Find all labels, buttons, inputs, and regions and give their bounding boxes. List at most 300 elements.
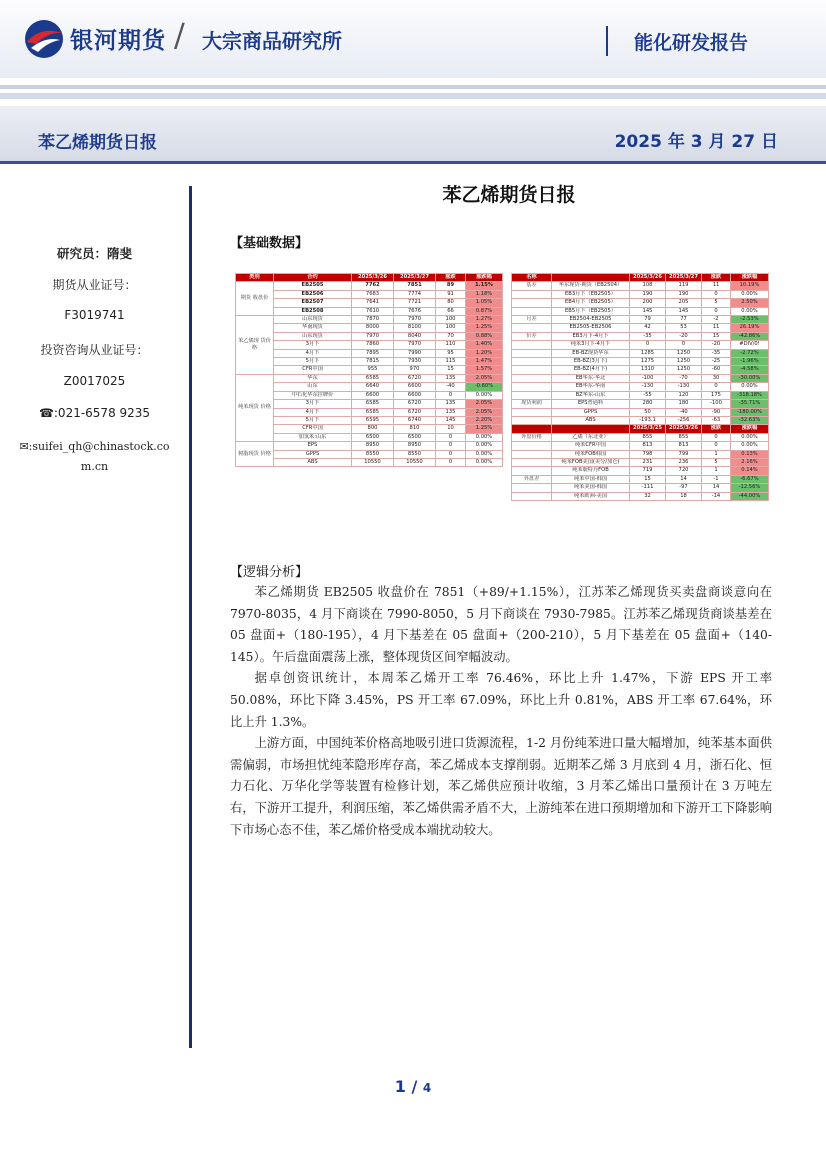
table-cell: 7860 <box>352 341 394 349</box>
table-cell: 8040 <box>394 332 436 340</box>
table-cell <box>512 416 552 424</box>
table-cell: 0.00% <box>466 450 503 458</box>
table-row <box>236 341 503 349</box>
table-cell <box>512 484 552 492</box>
table-cell: 苯乙烯现 货价格 <box>236 316 274 375</box>
table-cell: 100 <box>436 324 466 332</box>
table-cell: 1.57% <box>466 366 503 374</box>
table-cell: 6500 <box>394 433 436 441</box>
page-current: 1 <box>394 1077 406 1096</box>
analysis-text <box>230 582 772 841</box>
email-line-2[interactable]: m.cn <box>80 460 109 473</box>
table-row <box>512 383 769 391</box>
table-cell: -2.72% <box>731 349 769 357</box>
table-row <box>512 324 769 332</box>
page-number <box>0 1077 826 1096</box>
table-cell: -70 <box>666 374 702 382</box>
table-cell <box>512 307 552 315</box>
table-cell: EB华东-华南 <box>552 383 630 391</box>
table-cell: 190 <box>666 290 702 298</box>
table-cell: 外盘差 <box>512 475 552 483</box>
table-cell: 79 <box>630 316 666 324</box>
table-cell: -1 <box>702 475 731 483</box>
table-cell: -100 <box>702 400 731 408</box>
table-cell: 6500 <box>352 433 394 441</box>
table-cell: 7930 <box>394 358 436 366</box>
table-cell: 190 <box>630 290 666 298</box>
table-row <box>236 425 503 433</box>
table-cell: 2.05% <box>466 374 503 382</box>
header-divider: / <box>174 16 185 54</box>
consult-number: Z0017025 <box>63 374 126 388</box>
table-row <box>512 442 769 450</box>
table-cell: 6585 <box>352 374 394 382</box>
analysis-paragraph-1: 苯乙烯期货 EB2505 收盘价在 7851（+89/+1.15%），江苏苯乙烯现货买卖盘商谈意向在 7970-8035，4 月下商谈在 7990-8050，5 月下商谈在 7930-7985。江苏苯乙烯现货商谈基差在 05 盘面+（180-195），4 月下基差在 05 盘面+（200-210），5 月下基差在 05 盘面+（140-145）。午后盘面震荡上涨，整体现货区间窄幅波动。 <box>230 585 772 664</box>
table-row <box>512 467 769 475</box>
table-cell: 14 <box>666 475 702 483</box>
table-cell: 970 <box>394 366 436 374</box>
table-row <box>512 349 769 357</box>
table-cell: #DIV/0! <box>731 341 769 349</box>
table-cell: 7610 <box>352 307 394 315</box>
table-cell: 2025/3/25 <box>630 425 666 433</box>
table-cell: 价差 <box>512 332 552 340</box>
table-cell: 0 <box>702 442 731 450</box>
main-title: 苯乙烯期货日报 <box>442 184 576 206</box>
table-cell: -180.00% <box>731 408 769 416</box>
table-cell: 涨跌幅 <box>466 274 503 282</box>
table-cell: -12.56% <box>731 484 769 492</box>
table-cell: 15 <box>702 332 731 340</box>
table-cell <box>512 349 552 357</box>
table-cell: -256 <box>666 416 702 424</box>
table-cell: EB-BZ现货华东 <box>552 349 630 357</box>
table-cell: 11 <box>702 324 731 332</box>
table-cell: EB3月下（EB2505） <box>552 290 630 298</box>
table-cell: 7762 <box>352 282 394 290</box>
table-cell: 6720 <box>394 400 436 408</box>
table-cell: -111 <box>630 484 666 492</box>
table-cell: 7676 <box>394 307 436 315</box>
table-cell <box>552 274 630 282</box>
header-accent-bar <box>606 26 608 56</box>
table-cell: 10.19% <box>731 282 769 290</box>
table-row <box>236 391 503 399</box>
table-cell: 7815 <box>352 358 394 366</box>
table-cell: 110 <box>436 341 466 349</box>
table-row <box>236 450 503 458</box>
table-cell: 798 <box>630 450 666 458</box>
table-cell: 加氢苯:山东 <box>274 433 352 441</box>
basic-data-table-right <box>511 273 769 501</box>
brand-name: 银河期货 <box>70 28 166 54</box>
table-cell <box>552 425 630 433</box>
table-cell: -20 <box>702 341 731 349</box>
table-cell: 5月下 <box>274 416 352 424</box>
table-cell: 135 <box>436 374 466 382</box>
table-cell: 205 <box>666 299 702 307</box>
table-cell: -14 <box>702 492 731 500</box>
table-cell: 6585 <box>352 408 394 416</box>
table-cell: EB2508 <box>274 307 352 315</box>
table-cell: GPPS <box>552 408 630 416</box>
table-cell: -42.86% <box>731 332 769 340</box>
table-cell: 8550 <box>394 450 436 458</box>
table-cell: 外盘价格 <box>512 433 552 441</box>
table-cell: 955 <box>352 366 394 374</box>
table-cell: EB华东-华北 <box>552 374 630 382</box>
table-cell <box>512 366 552 374</box>
table-cell: -130 <box>666 383 702 391</box>
table-cell: 华南现货 <box>274 324 352 332</box>
table-cell: 813 <box>666 442 702 450</box>
table-cell <box>512 358 552 366</box>
table-cell: GPPS <box>274 450 352 458</box>
table-cell: 0 <box>436 450 466 458</box>
table-cell <box>512 341 552 349</box>
table-cell <box>512 290 552 298</box>
table-cell: 119 <box>666 282 702 290</box>
table-cell: 813 <box>630 442 666 450</box>
table-cell: 涨跌 <box>702 425 731 433</box>
table-cell: 7970 <box>394 341 436 349</box>
table-cell <box>512 299 552 307</box>
table-cell <box>512 408 552 416</box>
table-cell: 涨跌幅 <box>731 425 769 433</box>
table-cell: -0.60% <box>466 383 503 391</box>
table-row <box>512 400 769 408</box>
table-cell: EB2504-EB2505 <box>552 316 630 324</box>
table-cell: 0.00% <box>466 433 503 441</box>
table-cell <box>512 425 552 433</box>
table-cell: 0.13% <box>731 450 769 458</box>
table-row <box>512 475 769 483</box>
table-cell: 800 <box>352 425 394 433</box>
table-row <box>512 290 769 298</box>
table-cell: 树脂现货 价格 <box>236 442 274 467</box>
table-cell: -40 <box>666 408 702 416</box>
page-separator: / <box>405 1077 423 1096</box>
table-cell: 6740 <box>394 416 436 424</box>
table-cell: 0 <box>702 383 731 391</box>
table-cell: -60 <box>702 366 731 374</box>
table-cell: 53 <box>666 324 702 332</box>
table-cell: 42 <box>630 324 666 332</box>
table-cell: 2.05% <box>466 408 503 416</box>
table-row <box>236 290 503 298</box>
table-row <box>512 307 769 315</box>
analysis-paragraph-2: 据卓创资讯统计，本周苯乙烯开工率 76.46%，环比上升 1.47%，下游 EPS 开工率 50.08%，环比下降 3.45%，PS 开工率 67.09%，环比上升 0.81%，ABS 开工率 67.64%，环比上升 1.3%。 <box>230 671 772 729</box>
table-cell: -40 <box>436 383 466 391</box>
table-cell: 华东 <box>274 374 352 382</box>
table-cell: 5月下 <box>274 358 352 366</box>
table-cell: 7774 <box>394 290 436 298</box>
table-row <box>236 442 503 450</box>
report-type: 能化研发报告 <box>634 32 749 54</box>
table-cell: 50 <box>630 408 666 416</box>
table-cell: 名称 <box>512 274 552 282</box>
table-row <box>512 484 769 492</box>
table-cell: 108 <box>630 282 666 290</box>
table-cell: -100 <box>630 374 666 382</box>
table-cell: 0.00% <box>466 391 503 399</box>
galaxy-logo-icon <box>22 18 66 60</box>
table-cell: 1.20% <box>466 349 503 357</box>
table-cell: CFR中国 <box>274 425 352 433</box>
table-cell: 799 <box>666 450 702 458</box>
table-cell: 现货利润 <box>512 400 552 408</box>
table-cell: 6640 <box>352 383 394 391</box>
table-cell: 0.88% <box>466 332 503 340</box>
table-cell: 91 <box>436 290 466 298</box>
license-number: F3019741 <box>64 308 125 322</box>
section-basic-data: 【基础数据】 <box>230 236 309 251</box>
table-cell: 135 <box>436 400 466 408</box>
table-row <box>236 433 503 441</box>
table-cell <box>512 458 552 466</box>
table-cell: EPS <box>274 442 352 450</box>
table-row <box>512 332 769 340</box>
table-cell: 纯苯CFR中国 <box>552 442 630 450</box>
table-row <box>236 366 503 374</box>
table-row <box>512 299 769 307</box>
table-cell: 0.00% <box>731 442 769 450</box>
table-row <box>236 458 503 466</box>
table-row <box>236 416 503 424</box>
table-cell: ABS <box>552 416 630 424</box>
table-cell: BZ华东-山东 <box>552 391 630 399</box>
table-cell: 类别 <box>236 274 274 282</box>
table-cell: -4.58% <box>731 366 769 374</box>
table-cell: 0.00% <box>731 307 769 315</box>
table-row <box>512 391 769 399</box>
table-cell <box>512 374 552 382</box>
table-cell: 1.15% <box>466 282 503 290</box>
table-cell: 0.00% <box>466 442 503 450</box>
table-cell: EB3月下-4月下 <box>552 332 630 340</box>
table-row <box>512 316 769 324</box>
table-cell: 1250 <box>666 366 702 374</box>
table-cell: -97 <box>666 484 702 492</box>
table-cell: 6595 <box>352 416 394 424</box>
table-cell: 1.05% <box>466 299 503 307</box>
table-cell: 175 <box>702 391 731 399</box>
table-cell: 231 <box>630 458 666 466</box>
table-cell: 8950 <box>394 442 436 450</box>
table-cell: 280 <box>630 400 666 408</box>
table-cell: 236 <box>666 458 702 466</box>
table-cell: 3月下 <box>274 400 352 408</box>
phone: ☎:021-6578 9235 <box>38 406 151 420</box>
table-row <box>236 400 503 408</box>
table-row <box>512 358 769 366</box>
table-cell: -55 <box>630 391 666 399</box>
table-cell: -25 <box>702 358 731 366</box>
table-cell: 180 <box>666 400 702 408</box>
table-cell <box>512 492 552 500</box>
table-cell: -20 <box>666 332 702 340</box>
table-cell: EB2505 <box>274 282 352 290</box>
table-cell: 0.14% <box>731 467 769 475</box>
table-cell: 10550 <box>394 458 436 466</box>
table-cell: 1.25% <box>466 324 503 332</box>
table-row <box>236 316 503 324</box>
table-cell: 145 <box>630 307 666 315</box>
table-row <box>512 433 769 441</box>
page-header <box>0 0 826 78</box>
table-cell: 66 <box>436 307 466 315</box>
table-cell: 2.50% <box>731 299 769 307</box>
table-cell: 26.19% <box>731 324 769 332</box>
consult-label: 投资咨询从业证号： <box>40 343 149 357</box>
table-cell: -63 <box>702 416 731 424</box>
table-cell: 5 <box>702 458 731 466</box>
table-cell: 期货 收盘价 <box>236 282 274 316</box>
table-row <box>512 341 769 349</box>
table-cell: EPS普通料 <box>552 400 630 408</box>
table-cell: 720 <box>666 467 702 475</box>
table-cell: 纯苯中国-韩国 <box>552 475 630 483</box>
table-cell: 15 <box>436 366 466 374</box>
table-cell: 7721 <box>394 299 436 307</box>
table-cell: 2.16% <box>731 458 769 466</box>
table-cell: ABS <box>274 458 352 466</box>
table-cell: 纯苯FOB美国(美分/加仑) <box>552 458 630 466</box>
table-cell: 7970 <box>352 332 394 340</box>
table-row <box>512 282 769 290</box>
table-cell: 0 <box>436 442 466 450</box>
researcher-name: 研究员：隋斐 <box>56 246 132 261</box>
table-cell: 14 <box>702 484 731 492</box>
table-row <box>512 416 769 424</box>
table-cell: 0.00% <box>466 458 503 466</box>
table-cell: -2 <box>702 316 731 324</box>
table-cell: 1310 <box>630 366 666 374</box>
table-header-row <box>512 425 769 433</box>
table-cell: 719 <box>630 467 666 475</box>
table-cell <box>512 442 552 450</box>
table-cell: 810 <box>394 425 436 433</box>
table-cell: EB-BZ(4月下) <box>552 366 630 374</box>
sidebar-divider <box>189 186 192 1048</box>
table-cell: EB2505-EB2506 <box>552 324 630 332</box>
table-cell: -6.67% <box>731 475 769 483</box>
table-cell: 涨跌 <box>702 274 731 282</box>
table-cell: 1.18% <box>466 290 503 298</box>
table-cell: 7870 <box>352 316 394 324</box>
table-cell: -35 <box>702 349 731 357</box>
table-cell: 80 <box>436 299 466 307</box>
table-cell: 115 <box>436 358 466 366</box>
table-cell: 0 <box>436 391 466 399</box>
table-cell: 0.87% <box>466 307 503 315</box>
table-cell: 7851 <box>394 282 436 290</box>
email-line-1[interactable]: ✉:suifei_qh@chinastock.co <box>19 440 170 453</box>
table-cell: 山东 <box>274 383 352 391</box>
table-cell: 纯苯美国-韩国 <box>552 484 630 492</box>
table-cell: 4月下 <box>274 408 352 416</box>
table-cell: 4月下 <box>274 349 352 357</box>
table-cell: 0.00% <box>731 433 769 441</box>
table-cell: 89 <box>436 282 466 290</box>
table-cell: 10 <box>436 425 466 433</box>
table-cell: 10550 <box>352 458 394 466</box>
table-row <box>236 282 503 290</box>
table-cell: 1.25% <box>466 425 503 433</box>
table-cell <box>512 383 552 391</box>
table-cell: 0.00% <box>731 290 769 298</box>
table-cell: 0 <box>702 290 731 298</box>
table-cell: 2025/3/26 <box>352 274 394 282</box>
table-cell: 2025/3/27 <box>394 274 436 282</box>
table-cell: -32.63% <box>731 416 769 424</box>
table-cell: 合约 <box>274 274 352 282</box>
table-cell: 山东现货 <box>274 316 352 324</box>
table-row <box>236 299 503 307</box>
table-cell: 7895 <box>352 349 394 357</box>
table-cell: 7970 <box>394 316 436 324</box>
table-cell: 中石化华东挂牌价 <box>274 391 352 399</box>
basic-data-table-left <box>235 273 503 467</box>
table-cell: 6585 <box>352 400 394 408</box>
table-cell: 100 <box>436 316 466 324</box>
table-row <box>512 458 769 466</box>
table-row <box>512 450 769 458</box>
table-cell: -44.00% <box>731 492 769 500</box>
table-cell: 145 <box>666 307 702 315</box>
table-cell: -193.1 <box>630 416 666 424</box>
license-label: 期货从业证号： <box>52 278 137 292</box>
table-row <box>512 366 769 374</box>
table-cell: 70 <box>436 332 466 340</box>
table-cell: 涨跌 <box>436 274 466 282</box>
table-cell: 2025/3/26 <box>630 274 666 282</box>
table-cell: 77 <box>666 316 702 324</box>
table-cell: 1 <box>702 467 731 475</box>
header-stripe <box>0 93 826 99</box>
table-cell: CFR中国 <box>274 366 352 374</box>
table-cell: 855 <box>666 433 702 441</box>
table-cell: 5 <box>702 299 731 307</box>
table-cell: -130 <box>630 383 666 391</box>
table-cell: 乙烯（东北亚） <box>552 433 630 441</box>
table-cell: 2.05% <box>466 400 503 408</box>
table-cell: EB2507 <box>274 299 352 307</box>
table-cell: 0 <box>666 341 702 349</box>
table-cell <box>512 391 552 399</box>
page-total: 4 <box>422 1081 432 1095</box>
table-cell: 纯苯鹿特丹FOB <box>552 467 630 475</box>
table-cell: 基差 <box>512 282 552 290</box>
table-cell: 2025/3/27 <box>666 274 702 282</box>
table-row <box>236 307 503 315</box>
table-cell: -1.96% <box>731 358 769 366</box>
table-cell: 华东现货-期货（EB2504） <box>552 282 630 290</box>
table-cell: 145 <box>436 416 466 424</box>
table-cell: 0 <box>702 433 731 441</box>
table-cell: 8950 <box>352 442 394 450</box>
table-cell: 95 <box>436 349 466 357</box>
table-cell: 6720 <box>394 374 436 382</box>
table-cell: 纯苯FOB韩国 <box>552 450 630 458</box>
table-cell: 纯苯现货 价格 <box>236 374 274 441</box>
table-cell: EB5月下（EB2505） <box>552 307 630 315</box>
table-cell <box>512 467 552 475</box>
table-cell: 8100 <box>394 324 436 332</box>
table-cell: 1275 <box>630 358 666 366</box>
table-cell: 涨跌幅 <box>731 274 769 282</box>
table-cell: 3月下 <box>274 341 352 349</box>
